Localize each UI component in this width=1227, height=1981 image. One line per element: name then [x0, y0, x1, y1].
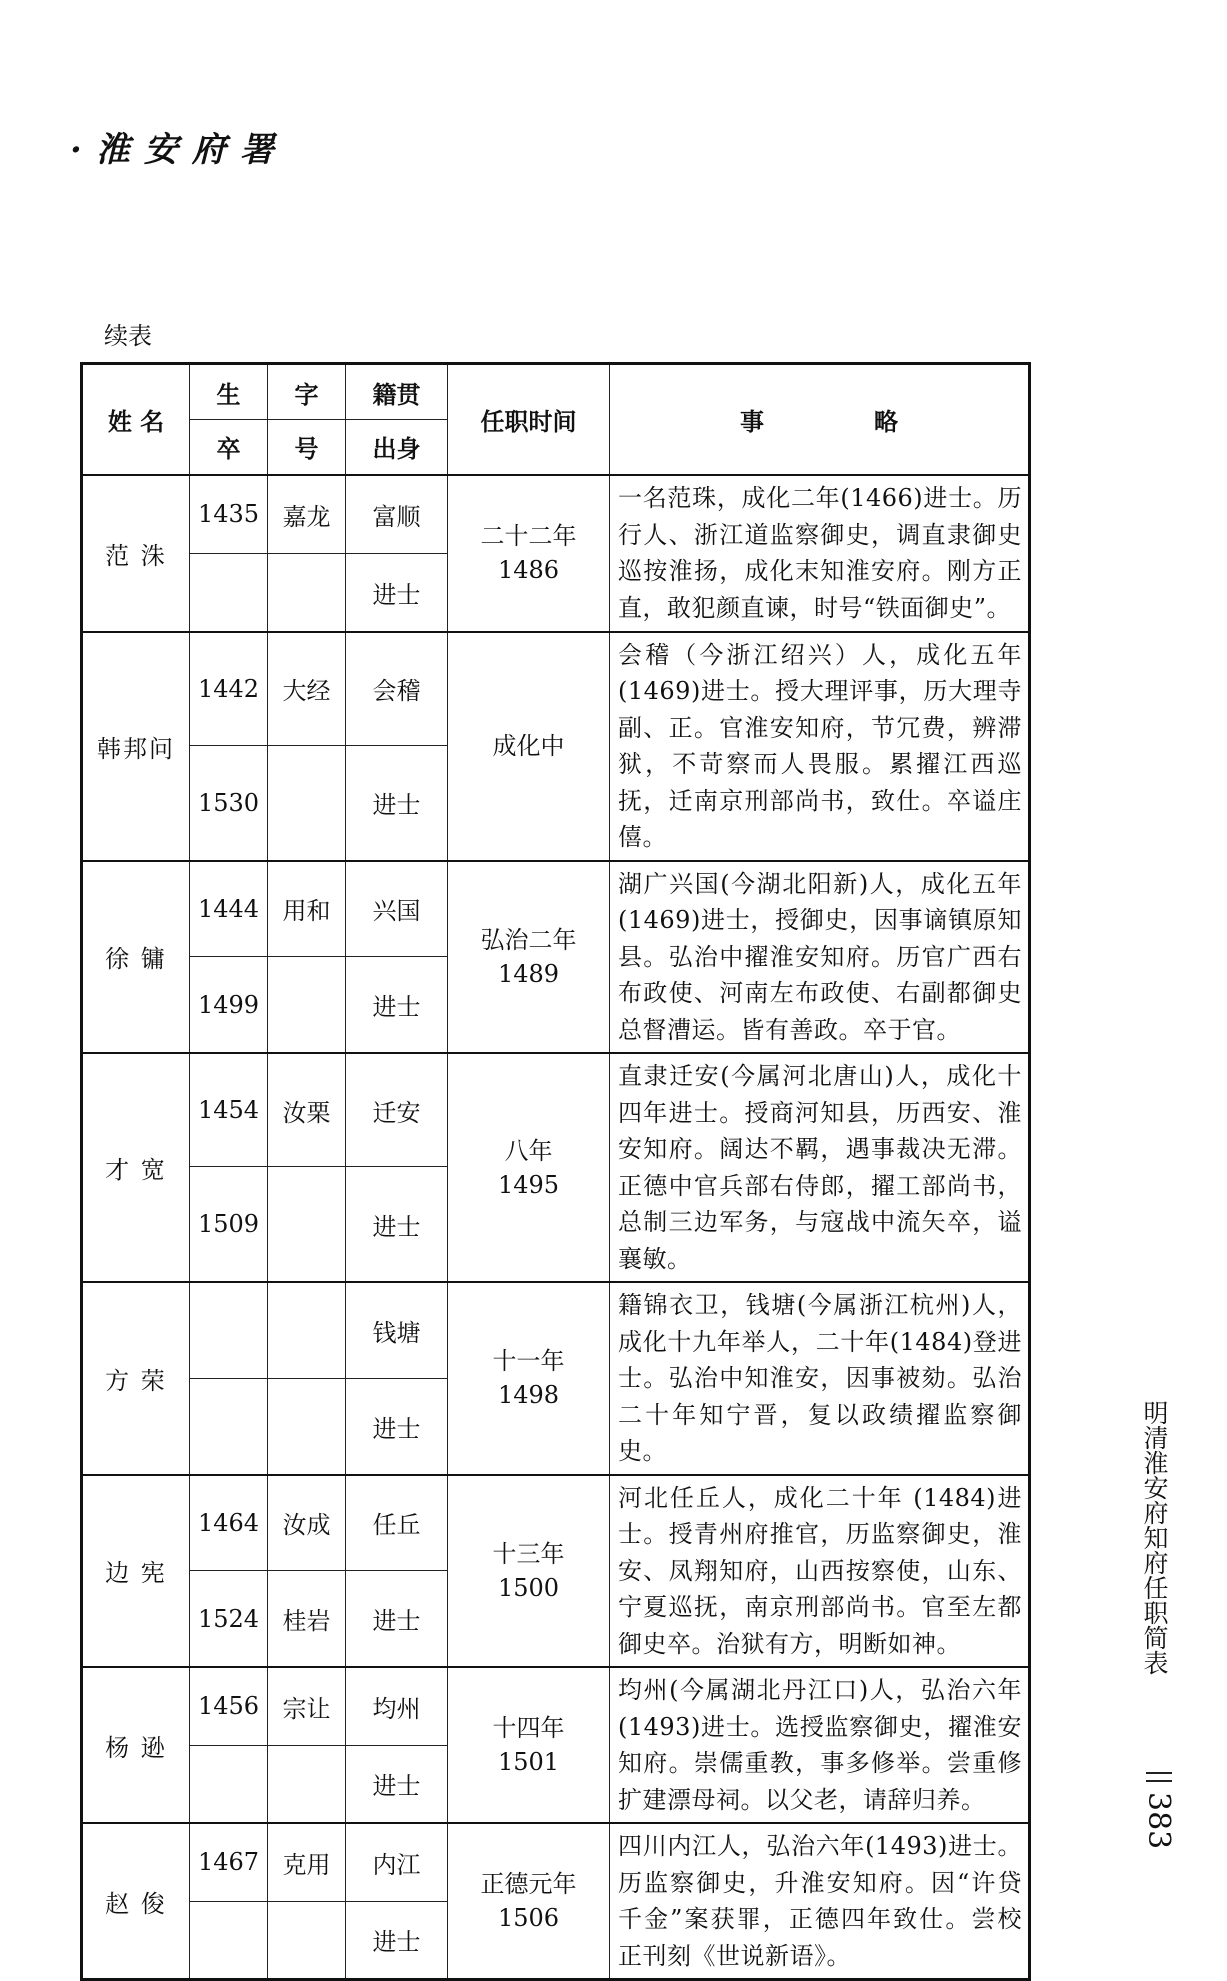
cell-name: 方 荣: [82, 1282, 190, 1475]
header-died: 卒: [190, 420, 268, 475]
header-bio-char-2: 略: [874, 406, 898, 436]
tenure-period: 十四年: [492, 1714, 565, 1742]
cell-bio: 湖广兴国(今湖北阳新)人，成化五年(1469)进士，授御史，因事谪镇原知县。弘治中擢淮安知府。历官广西右布政使、河南左布政使、右副都御史总督漕运。皆有善政。卒于官。: [610, 861, 1030, 1054]
cell-tenure: [448, 632, 610, 861]
cell-name: 范 洙: [82, 475, 190, 632]
cell-died: 1530: [190, 745, 268, 860]
cell-jiguan: 均州: [346, 1667, 448, 1745]
tenure-period: 十三年: [492, 1539, 565, 1568]
cell-jiguan: 内江: [346, 1823, 448, 1901]
cell-jiguan: 迁安: [346, 1053, 448, 1167]
header-bio: [610, 364, 1030, 475]
cell-bio: 籍锦衣卫，钱塘(今属浙江杭州)人，成化十九年举人，二十年(1484)登进士。弘治中知淮安，因事被劾。弘治二十年知宁晋，复以政绩擢监察御史。: [610, 1282, 1030, 1475]
cell-zi: 嘉龙: [268, 475, 346, 554]
header-chushen: 出身: [346, 420, 448, 475]
cell-zi: 汝成: [268, 1475, 346, 1571]
tenure-period: 正德元年: [480, 1870, 577, 1898]
cell-tenure: [448, 1053, 610, 1282]
side-divider: [1146, 1772, 1172, 1782]
cell-jiguan: 会稽: [346, 632, 448, 746]
cell-tenure: [448, 475, 610, 632]
cell-died: [190, 1901, 268, 1979]
cell-tenure: [448, 1475, 610, 1668]
cell-hao: [268, 1745, 346, 1823]
cell-born: 1444: [190, 861, 268, 957]
cell-chushen: 进士: [346, 1745, 448, 1823]
cell-hao: [268, 1167, 346, 1282]
header-hao: 号: [268, 420, 346, 475]
header-born: 生: [190, 364, 268, 420]
cell-hao: 桂岩: [268, 1571, 346, 1667]
running-side-title: 明清淮安府知府任职简表: [1140, 1400, 1169, 1675]
tenure-period: 八年: [504, 1136, 553, 1165]
cell-born: 1454: [190, 1053, 268, 1167]
cell-zi: [268, 1282, 346, 1378]
cell-name: 徐 镛: [82, 861, 190, 1054]
cell-bio: 均州(今属湖北丹江口)人，弘治六年(1493)进士。选授监察御史，擢淮安知府。崇儒重教，事多修举。尝重修扩建漂母祠。以父老，请辞归养。: [610, 1667, 1030, 1823]
officials-table: [80, 362, 1031, 1981]
cell-name: 韩邦问: [82, 632, 190, 861]
tenure-period: 弘治二年: [480, 925, 577, 954]
cell-hao: [268, 957, 346, 1053]
header-tenure: 任职时间: [448, 364, 610, 475]
cell-hao: [268, 745, 346, 860]
header-jiguan: 籍贯: [346, 364, 448, 420]
cell-chushen: 进士: [346, 1378, 448, 1474]
cell-name: 边 宪: [82, 1475, 190, 1668]
cell-died: [190, 1378, 268, 1474]
cell-jiguan: 任丘: [346, 1475, 448, 1571]
cell-died: 1499: [190, 957, 268, 1053]
cell-chushen: 进士: [346, 1167, 448, 1282]
cell-born: 1464: [190, 1475, 268, 1571]
cell-zi: 克用: [268, 1823, 346, 1901]
cell-zi: 用和: [268, 861, 346, 957]
tenure-year: 1495: [497, 1170, 560, 1199]
cell-bio: 一名范珠，成化二年(1466)进士。历行人、浙江道监察御史，调直隶御史巡按淮扬，成化末知淮安府。刚方正直，敢犯颜直谏，时号“铁面御史”。: [610, 475, 1030, 632]
page-number: 383: [1141, 1792, 1176, 1850]
cell-died: 1524: [190, 1571, 268, 1667]
cell-hao: [268, 1378, 346, 1474]
tenure-year: 1489: [497, 959, 560, 988]
cell-tenure: [448, 1282, 610, 1475]
cell-born: 1456: [190, 1667, 268, 1745]
cell-tenure: [448, 1823, 610, 1980]
cell-zi: 宗让: [268, 1667, 346, 1745]
cell-zi: 大经: [268, 632, 346, 746]
cell-name: 才 宽: [82, 1053, 190, 1282]
cell-born: 1467: [190, 1823, 268, 1901]
cell-name: 赵 俊: [82, 1823, 190, 1980]
tenure-period: 成化中: [492, 732, 565, 760]
page-header-title: ·淮安府署: [70, 130, 288, 170]
header-zi: 字: [268, 364, 346, 420]
cell-bio: 会稽（今浙江绍兴）人，成化五年(1469)进士。授大理评事，历大理寺副、正。官淮安知府，节冗费，辨滞狱，不苛察而人畏服。累擢江西巡抚，迁南京刑部尚书，致仕。卒谥庄僖。: [610, 632, 1030, 861]
cell-jiguan: 钱塘: [346, 1282, 448, 1378]
cell-bio: 直隶迁安(今属河北唐山)人，成化十四年进士。授商河知县，历西安、淮安知府。阔达不羁，遇事裁决无滞。正德中官兵部右侍郎，擢工部尚书，总制三边军务，与寇战中流矢卒，谥襄敏。: [610, 1053, 1030, 1282]
table-caption: 续表: [104, 322, 152, 350]
tenure-year: 1498: [497, 1381, 560, 1410]
tenure-year: 1500: [497, 1573, 560, 1602]
cell-born: 1442: [190, 632, 268, 746]
cell-bio: 四川内江人，弘治六年(1493)进士。历监察御史，升淮安知府。因“许贷千金”案获罪，正德四年致仕。尝校正刊刻《世说新语》。: [610, 1823, 1030, 1980]
cell-born: 1435: [190, 475, 268, 554]
cell-bio: 河北任丘人，成化二十年 (1484)进士。授青州府推官，历监察御史，淮安、凤翔知府，山西按察使，山东、宁夏巡抚，南京刑部尚书。官至左都御史卒。治狱有方，明断如神。: [610, 1475, 1030, 1668]
tenure-period: 二十二年: [480, 522, 577, 550]
cell-zi: 汝栗: [268, 1053, 346, 1167]
cell-died: 1509: [190, 1167, 268, 1282]
cell-tenure: [448, 1667, 610, 1823]
header-name: 姓 名: [82, 364, 190, 475]
header-bio-char-1: 事: [740, 406, 764, 436]
cell-jiguan: 兴国: [346, 861, 448, 957]
cell-hao: [268, 1901, 346, 1979]
cell-name: 杨 逊: [82, 1667, 190, 1823]
cell-died: [190, 1745, 268, 1823]
tenure-period: 十一年: [492, 1347, 565, 1376]
cell-chushen: 进士: [346, 1901, 448, 1979]
cell-hao: [268, 554, 346, 632]
cell-died: [190, 554, 268, 632]
tenure-year: 1501: [497, 1748, 560, 1776]
cell-chushen: 进士: [346, 1571, 448, 1667]
tenure-year: 1486: [497, 556, 560, 584]
cell-born: [190, 1282, 268, 1378]
cell-jiguan: 富顺: [346, 475, 448, 554]
cell-chushen: 进士: [346, 957, 448, 1053]
cell-tenure: [448, 861, 610, 1054]
cell-chushen: 进士: [346, 745, 448, 860]
cell-chushen: 进士: [346, 554, 448, 632]
tenure-year: 1506: [497, 1904, 560, 1932]
